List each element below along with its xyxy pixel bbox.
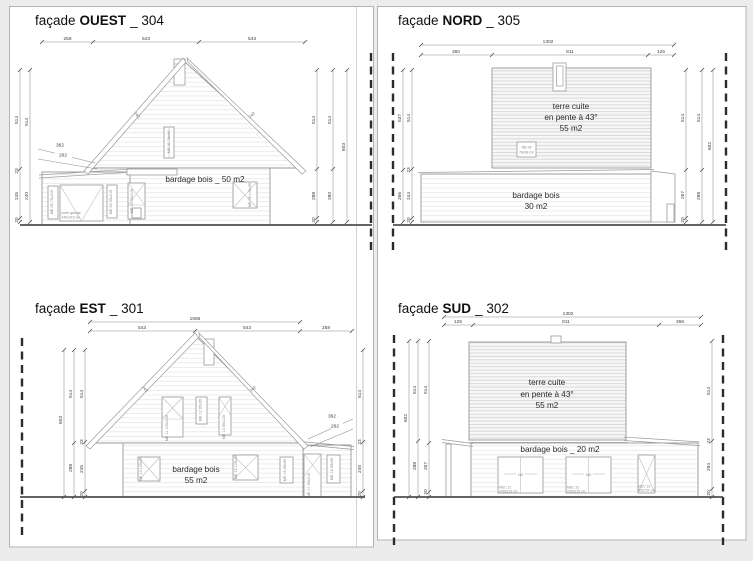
svg-text:514: 514 — [424, 385, 429, 395]
facade-sud-title: façade SUD _ 302 — [398, 301, 509, 316]
svg-text:20: 20 — [681, 217, 686, 223]
svg-text:602: 602 — [404, 413, 409, 423]
svg-text:20: 20 — [312, 217, 317, 223]
svg-text:514: 514 — [681, 113, 686, 123]
svg-text:514: 514 — [312, 115, 317, 125]
svg-text:267: 267 — [424, 461, 429, 471]
svg-text:ME 15 125x95: ME 15 125x95 — [234, 454, 238, 480]
est-rafter-dim-right: 742 — [248, 384, 258, 394]
svg-text:20: 20 — [15, 217, 20, 223]
facade-est-title: façade EST _ 301 — [35, 301, 144, 316]
svg-text:MEC 23: MEC 23 — [638, 484, 651, 489]
svg-text:MEC 22: MEC 22 — [567, 485, 580, 490]
svg-text:ME 11 125x145: ME 11 125x145 — [165, 414, 169, 442]
svg-text:267: 267 — [681, 190, 686, 200]
svg-text:20: 20 — [707, 490, 712, 496]
svg-text:514: 514 — [25, 117, 30, 127]
svg-text:603: 603 — [342, 142, 347, 152]
ouest-garage-door-label: porte garage — [61, 211, 81, 215]
svg-text:20: 20 — [358, 491, 363, 497]
svg-text:78x98 cm: 78x98 cm — [519, 150, 534, 155]
svg-text:23: 23 — [80, 439, 85, 445]
svg-text:1302: 1302 — [542, 40, 554, 45]
nord-chimney — [553, 63, 566, 91]
ouest-window-1-label: ME 05 75x215 — [50, 189, 54, 215]
svg-text:ME 16 65x95: ME 16 65x95 — [283, 458, 287, 482]
svg-text:514: 514 — [407, 113, 412, 123]
svg-text:244: 244 — [407, 191, 412, 201]
svg-text:245: 245 — [15, 191, 20, 201]
svg-text:ME 17 95x215: ME 17 95x215 — [307, 472, 311, 498]
sud-porch-post — [446, 444, 451, 497]
svg-text:245: 245 — [80, 464, 85, 474]
svg-text:362: 362 — [327, 414, 337, 420]
svg-text:ME 13 65x125: ME 13 65x125 — [222, 414, 226, 440]
svg-text:537: 537 — [398, 113, 403, 123]
svg-text:55 m2: 55 m2 — [535, 401, 559, 410]
svg-text:ME 02 78x98: ME 02 78x98 — [167, 130, 171, 154]
svg-text:602: 602 — [708, 141, 713, 151]
svg-text:95x215 cm: 95x215 cm — [638, 488, 655, 493]
svg-text:ME 06 145x95: ME 06 145x95 — [248, 182, 252, 208]
ouest-rafter-dim-left: 742 — [132, 110, 142, 120]
svg-text:240: 240 — [25, 191, 30, 201]
svg-text:543: 543 — [247, 37, 257, 42]
ouest-rafter-dim-right: 742 — [247, 110, 257, 120]
nord-roof-label: terre cuite — [552, 102, 590, 111]
svg-text:360: 360 — [451, 50, 461, 55]
svg-text:258: 258 — [321, 326, 331, 331]
svg-text:262: 262 — [58, 153, 68, 159]
svg-text:55 m2: 55 m2 — [559, 124, 583, 133]
svg-text:262: 262 — [330, 424, 340, 430]
facade-nord-title: façade NORD _ 305 — [398, 13, 521, 28]
svg-text:125: 125 — [453, 320, 463, 325]
svg-text:23: 23 — [358, 439, 363, 445]
svg-text:en pente à 43°: en pente à 43° — [520, 390, 574, 399]
svg-text:23: 23 — [15, 168, 20, 174]
svg-text:514: 514 — [328, 115, 333, 125]
sud-cladding-label: bardage bois _ 20 m2 — [520, 445, 600, 454]
svg-text:240: 240 — [517, 472, 524, 477]
svg-text:288: 288 — [697, 191, 702, 201]
svg-text:23: 23 — [407, 167, 412, 173]
svg-text:20: 20 — [424, 489, 429, 495]
svg-text:ME 04 95x215: ME 04 95x215 — [109, 189, 113, 215]
svg-text:ME 03 95x125: ME 03 95x125 — [130, 188, 134, 214]
svg-text:280: 280 — [328, 191, 333, 201]
svg-text:MEC 21: MEC 21 — [499, 485, 512, 490]
svg-text:ME 12 65x95: ME 12 65x95 — [198, 398, 203, 422]
svg-text:1086: 1086 — [189, 317, 201, 322]
svg-text:20: 20 — [80, 491, 85, 497]
ouest-cladding-label: bardage bois _ 50 m2 — [165, 175, 245, 184]
sud-chimney — [551, 336, 561, 343]
svg-text:20: 20 — [407, 217, 412, 223]
svg-text:514: 514 — [707, 386, 712, 396]
svg-text:811: 811 — [566, 50, 574, 55]
svg-text:258: 258 — [63, 37, 72, 42]
est-cladding-label: bardage bois — [172, 465, 220, 474]
svg-text:514: 514 — [69, 389, 74, 399]
facade-ouest-title: façade OUEST _ 304 — [35, 13, 164, 28]
svg-text:514: 514 — [413, 385, 418, 395]
svg-text:514: 514 — [358, 389, 363, 399]
svg-text:514: 514 — [80, 389, 85, 399]
svg-text:543: 543 — [141, 37, 151, 42]
svg-text:288: 288 — [413, 461, 418, 471]
svg-text:514: 514 — [15, 115, 20, 125]
nord-post — [667, 204, 674, 222]
svg-text:294: 294 — [707, 462, 712, 472]
est-rafter-dim-left: 742 — [140, 384, 150, 394]
svg-text:240: 240 — [585, 472, 592, 477]
svg-text:603: 603 — [59, 415, 64, 425]
svg-text:23: 23 — [707, 438, 712, 444]
svg-text:240x215 cm: 240x215 cm — [61, 215, 80, 220]
sud-roof-label: terre cuite — [528, 378, 566, 387]
svg-text:362: 362 — [55, 143, 65, 149]
svg-text:ME 18 65x95: ME 18 65x95 — [330, 457, 334, 481]
svg-text:288: 288 — [312, 191, 317, 201]
svg-text:125: 125 — [656, 50, 666, 55]
svg-text:514: 514 — [697, 113, 702, 123]
svg-text:30 m2: 30 m2 — [524, 202, 548, 211]
svg-text:811: 811 — [562, 320, 570, 325]
svg-text:266: 266 — [398, 191, 403, 201]
svg-text:240x215 cm: 240x215 cm — [567, 489, 586, 494]
nord-cladding-label: bardage bois — [512, 191, 560, 200]
svg-text:240x215 cm: 240x215 cm — [499, 489, 518, 494]
nord-roof-window-tag — [517, 142, 536, 157]
svg-text:288: 288 — [69, 463, 74, 473]
svg-text:543: 543 — [137, 326, 147, 331]
svg-text:543: 543 — [242, 326, 252, 331]
svg-text:55 m2: 55 m2 — [184, 476, 208, 485]
svg-text:ME 09: ME 09 — [521, 145, 532, 150]
svg-text:1302: 1302 — [562, 312, 574, 317]
svg-text:245: 245 — [358, 464, 363, 474]
svg-text:ME 14 125x95: ME 14 125x95 — [139, 456, 143, 482]
svg-text:en pente à 43°: en pente à 43° — [544, 113, 598, 122]
svg-text:366: 366 — [675, 320, 685, 325]
